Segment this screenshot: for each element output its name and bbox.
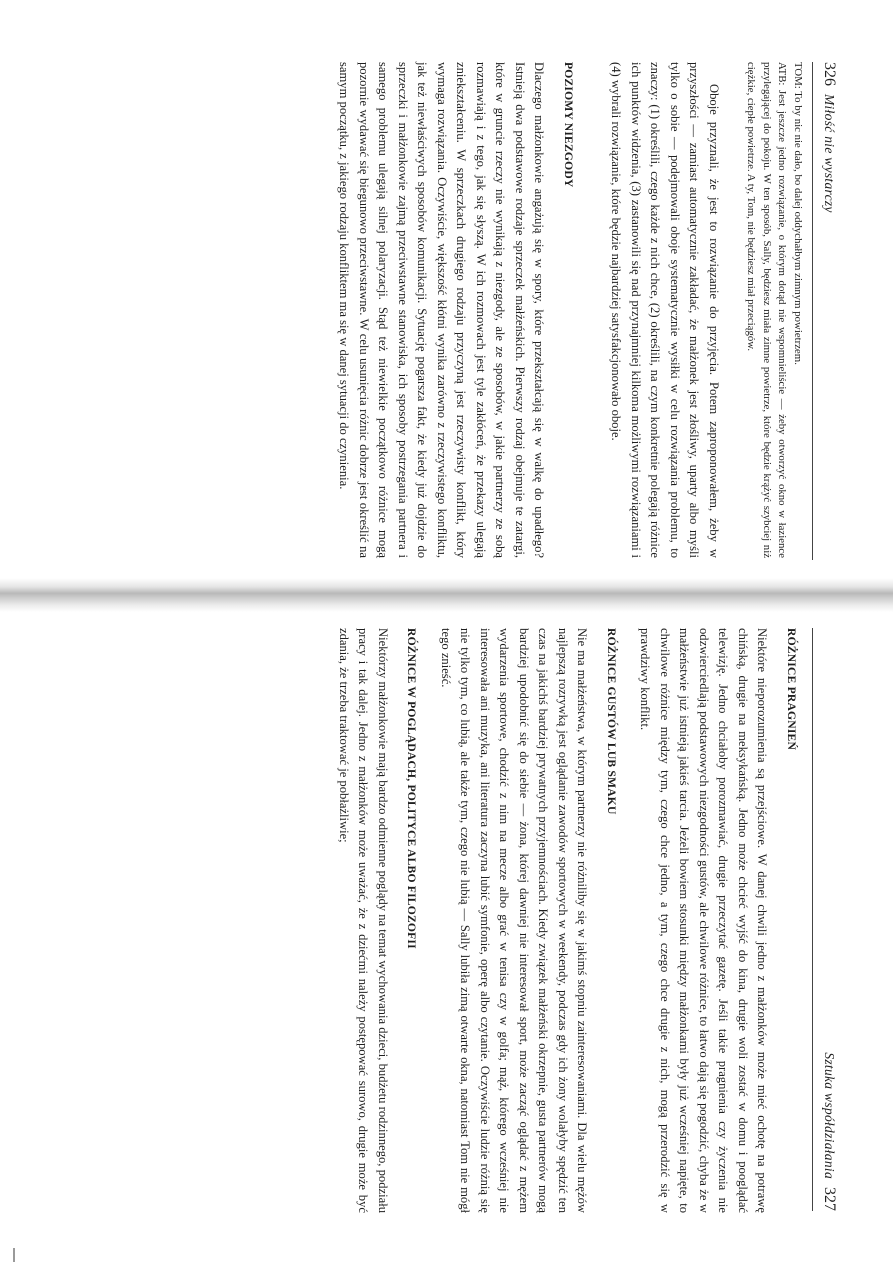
book-title: Miłość nie wystarczy — [822, 94, 837, 213]
right-body — [40, 628, 805, 1213]
chapter-title: Sztuka współdziałania — [822, 1052, 837, 1179]
paragraph: Niektórzy małżonkowie mają bardzo odmienne poglądy na temat wychowania dzieci, budżetu rodzinnego, podziału pracy i tak dalej. Jedno z małżonków może uważać, że z dziećmi należy postępować surowo, drugie może być zdania, że trzeba traktować je pobłażliwie; — [337, 628, 390, 1213]
scan-artifact — [13, 1248, 15, 1262]
paragraph: Dlaczego małżonkowie angażują się w spory, które przekształcają się w walkę do upadłego? Istnieją dwa podstawowe rodzaje sprzeczek małżeńskich. Pierwszy rodzaj obejmuje te zatargi, które w gruncie rzeczy nie wynikają z niezgody, ale ze sposobów, w jakie partnerzy ze sobą rozmawiają i z tego, jak się słyszą. W ich rozmowach jest tyle zakłóceń, że przekazy ulegają zniekształceniu. W sprzeczkach drugiego rodzaju przyczyną jest rzeczywisty konflikt, który wymaga rozwiązania. Oczywiście, większość kłótni wynika zarówno z rzeczywistego konfliktu, jak też niewłaściwych sposobów komunikacji. Sytuację pogarsza fakt, że kiedy już dojdzie do sprzeczki i małżonkowie zajmą przeciwstawne stanowiska, ich sposoby postrzegania partnera i samego problemu ulegają silnej polaryzacji. Stąd też niewielkie początkowo różnice mogą pozornie wydawać się biegunowo przeciwstawne. W celu usunięcia różnic dobrze jest określić na samym początku, z jakiego rodzaju konfliktem ma się w danej sytuacji do czynienia. — [337, 62, 547, 558]
header-rule — [812, 62, 813, 560]
spacer — [592, 62, 606, 558]
section-heading: RÓŻNICE GUSTÓW LUB SMAKU — [605, 628, 618, 815]
paragraph: Niektóre nieporozumienia są przejściowe. W danej chwili jedno z małżonków może mieć ochotę na potrawę chińską, drugie na meksykańską. Jedno może chcieć wyjść do kina, drugie woli zostać w domu i pooglądać telewizję. Jedno chciałoby porozmawiać, drugie przeczytać gazetę. Jeśli takie pragnienia czy życzenia nie odzwierciedlają podstawowych niezgodności gustów, ale chwilowe różnice, to łatwo dają się pogodzić, chyba że w małżeństwie już istnieją jakieś tarcia. Jeżeli bowiem stosunki między małżonkami były już wcześniej napięte, to chwilowe różnice między tym, czego chce jedno, a tym, czego chce drugie z nich, mogą przerodzić się w prawdziwy konflikt. — [638, 628, 770, 1213]
right-page — [0, 608, 893, 1263]
running-head-left — [814, 62, 838, 560]
header-rule — [812, 628, 813, 1211]
running-head-right — [814, 628, 838, 1211]
dialog-block — [743, 62, 805, 558]
section-heading: RÓŻNICE PRAGNIEŃ — [785, 628, 798, 751]
page-number: 326 — [821, 62, 838, 86]
dialog-line-atb: ATB: Jest jeszcze jedno rozwiązanie, o którym dotąd nie wspomnieliście — żeby otworzyć okno w łazience przylegającej do pokoju. W ten sposób, Sally, będziesz miała zimne powietrze, które będzie krążyć szybciej niż ciężkie, ciepłe powietrze. A ty, Tom, nie będziesz miał przeciągów. — [745, 62, 789, 558]
spacer — [723, 62, 737, 558]
left-body — [40, 62, 805, 558]
left-page — [0, 0, 893, 580]
dialog-line-tom: TOM: To by nic nie dało, bo dalej oddychałbym zimnym powietrzem. — [792, 62, 804, 365]
section-heading: POZIOMY NIEZGODY — [562, 62, 575, 188]
page-number: 327 — [821, 1187, 838, 1211]
paragraph: Nie ma małżeństwa, w którym partnerzy nie różniliby się w jakimś stopniu zainteresowaniami. Dla wielu mężów najlepszą rozrywką jest oglądanie zawodów sportowych w weekendy, podczas gdy ich żony wolałyby spędzić ten czas na jakichś bardziej prywatnych przyjemnościach. Kiedy związek małżeński okrzepnie, gusta partnerów mogą bardziej upodobnić się do siebie — żona, której dawniej nie interesował sport, może zacząć oglądać z mężem wydarzenia sportowe, chodzić z nim na mecze albo grać w tenisa czy w golfa; mąż, którego wcześniej nie interesowała ani muzyka, ani literatura zaczyna lubić symfonie, operę albo czytanie. Oczywiście ludzie różnią się nie tylko tym, co lubią, ale także tym, czego nie lubią — Sally lubiła zimą otwarte okna, natomiast Tom nie mógł tego znieść. — [439, 628, 590, 1213]
paragraph: Oboje przyznali, że jest to rozwiązanie do przyjęcia. Potem zaproponowałem, żeby w przyszłości — zamiast automatycznie zakładać, że małżonek jest złośliwy, uparty albo myśli tylko o sobie — podejmowali oboje systematycznie wysiłki w celu rozwiązania problemu, to znaczy: (1) określili, czego każde z nich chce, (2) określili, na czym konkretnie polegają różnice ich punktów widzenia, (3) zastanowili się nad przynajmniej kilkoma możliwymi rozwiązaniami i (4) wybrali rozwiązanie, które będzie najbardziej satysfakcjonowało oboje. — [609, 62, 721, 558]
section-heading: RÓŻNICE W POGLĄDACH, POLITYCE ALBO FILOZOFII — [405, 628, 419, 949]
book-gutter — [0, 578, 893, 612]
